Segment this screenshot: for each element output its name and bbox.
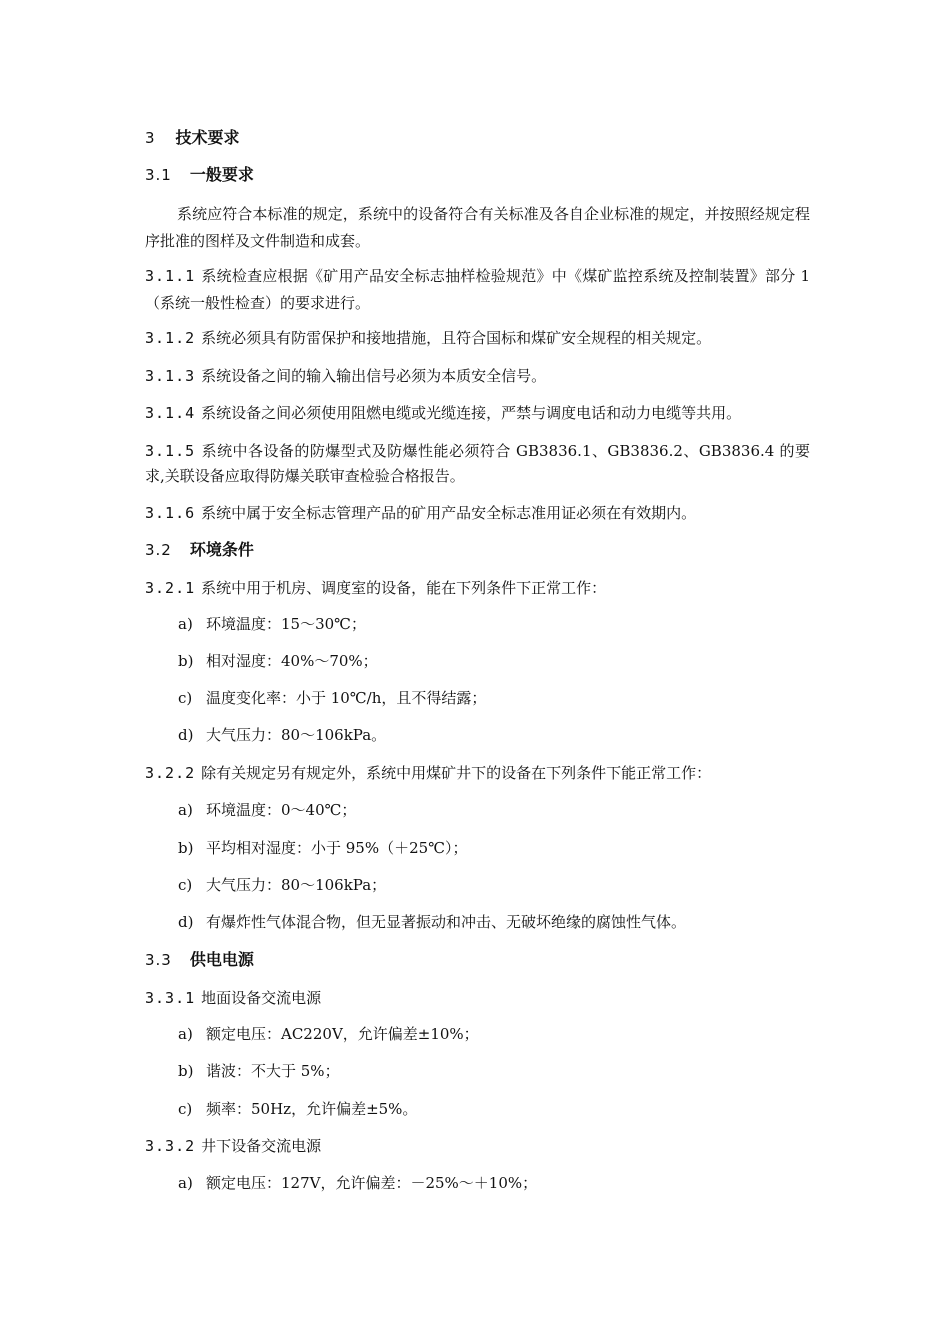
clause-3-1-2 xyxy=(145,326,810,350)
clause-text: 系统中属于安全标志管理产品的矿用产品安全标志准用证必须在有效期内。 xyxy=(201,504,697,522)
list-item xyxy=(178,1059,808,1083)
list-item xyxy=(178,1171,808,1195)
clause-3-3-1 xyxy=(145,986,810,1010)
section-number: 3.3 xyxy=(145,951,172,969)
clause-number: 3.1.1 xyxy=(145,267,196,285)
section-3-2-heading xyxy=(145,538,810,562)
clause-3-3-2 xyxy=(145,1134,810,1158)
list-item xyxy=(178,1022,808,1046)
item-text: 大气压力：80～106kPa； xyxy=(206,876,387,894)
item-marker: b) xyxy=(178,652,194,670)
item-text: 平均相对湿度：小于 95%（＋25℃）； xyxy=(206,839,468,857)
item-marker: c) xyxy=(178,689,193,707)
clause-number: 3.1.3 xyxy=(145,367,196,385)
item-marker: a) xyxy=(178,801,193,819)
item-marker: d) xyxy=(178,913,194,931)
clause-text: 井下设备交流电源 xyxy=(201,1137,322,1155)
list-item xyxy=(178,798,808,822)
clause-3-1-4 xyxy=(145,401,810,425)
section-3-1-paragraph: 系统应符合本标准的规定，系统中的设备符合有关标准及各自企业标准的规定，并按照经规定程序批准的图样及文件制造和成套。 xyxy=(145,205,810,250)
section-number: 3 xyxy=(145,129,156,147)
item-marker: c) xyxy=(178,1100,193,1118)
list-item xyxy=(178,612,808,636)
list-item xyxy=(178,836,808,860)
item-text: 额定电压：AC220V，允许偏差±10%； xyxy=(206,1025,479,1043)
item-marker: c) xyxy=(178,876,193,894)
clause-number: 3.1.4 xyxy=(145,404,196,422)
clause-text: 系统中用于机房、调度室的设备，能在下列条件下正常工作： xyxy=(201,579,607,597)
clause-text: 系统中各设备的防爆型式及防爆性能必须符合 GB3836.1、GB3836.2、GB3836.4 的要求,关联设备应取得防爆关联审查检验合格报告。 xyxy=(145,442,810,485)
clause-3-1-5 xyxy=(145,439,810,489)
item-marker: b) xyxy=(178,1062,194,1080)
item-text: 相对湿度：40%～70%； xyxy=(206,652,378,670)
section-number: 3.2 xyxy=(145,541,172,559)
clause-text: 系统检查应根据《矿用产品安全标志抽样检验规范》中《煤矿监控系统及控制装置》部分 1（系统一般性检查）的要求进行。 xyxy=(145,267,810,312)
item-text: 谐波：不大于 5%； xyxy=(206,1062,340,1080)
clause-number: 3.3.2 xyxy=(145,1137,196,1155)
item-marker: b) xyxy=(178,839,194,857)
section-title: 供电电源 xyxy=(189,950,254,969)
clause-3-2-2 xyxy=(145,761,810,785)
clause-text: 系统设备之间必须使用阻燃电缆或光缆连接，严禁与调度电话和动力电缆等共用。 xyxy=(201,404,742,422)
item-text: 温度变化率：小于 10℃/h，且不得结露； xyxy=(206,689,487,707)
section-3-1-heading xyxy=(145,163,810,187)
section-3-3-heading xyxy=(145,948,810,972)
item-text: 额定电压：127V，允许偏差：－25%～＋10%； xyxy=(206,1174,538,1192)
list-item xyxy=(178,873,808,897)
item-marker: a) xyxy=(178,1174,193,1192)
item-marker: d) xyxy=(178,726,194,744)
clause-3-1-1 xyxy=(145,263,810,317)
item-text: 大气压力：80～106kPa。 xyxy=(206,726,387,744)
item-text: 有爆炸性气体混合物，但无显著振动和冲击、无破坏绝缘的腐蚀性气体。 xyxy=(206,913,687,931)
item-text: 环境温度：0～40℃； xyxy=(206,801,357,819)
item-marker: a) xyxy=(178,1025,193,1043)
clause-number: 3.2.1 xyxy=(145,579,196,597)
clause-text: 系统必须具有防雷保护和接地措施，且符合国标和煤矿安全规程的相关规定。 xyxy=(201,329,712,347)
section-number: 3.1 xyxy=(145,166,172,184)
section-title: 环境条件 xyxy=(189,540,254,559)
clause-text: 除有关规定另有规定外，系统中用煤矿井下的设备在下列条件下能正常工作： xyxy=(201,764,712,782)
clause-3-1-3 xyxy=(145,364,810,388)
list-item xyxy=(178,1097,808,1121)
clause-number: 3.1.2 xyxy=(145,329,196,347)
clause-number: 3.2.2 xyxy=(145,764,196,782)
clause-3-2-1 xyxy=(145,576,810,600)
list-item xyxy=(178,686,808,710)
section-title: 一般要求 xyxy=(189,165,254,184)
clause-number: 3.1.5 xyxy=(145,442,196,460)
section-3-heading xyxy=(145,126,810,150)
list-item xyxy=(178,723,808,747)
list-item xyxy=(178,649,808,673)
clause-3-1-6 xyxy=(145,501,810,525)
clause-text: 地面设备交流电源 xyxy=(201,989,322,1007)
item-text: 频率：50Hz，允许偏差±5%。 xyxy=(206,1100,418,1118)
item-text: 环境温度：15～30℃； xyxy=(206,615,366,633)
clause-text: 系统设备之间的输入输出信号必须为本质安全信号。 xyxy=(201,367,547,385)
section-title: 技术要求 xyxy=(175,128,240,147)
clause-number: 3.1.6 xyxy=(145,504,196,522)
clause-number: 3.3.1 xyxy=(145,989,196,1007)
list-item xyxy=(178,910,808,934)
item-marker: a) xyxy=(178,615,193,633)
